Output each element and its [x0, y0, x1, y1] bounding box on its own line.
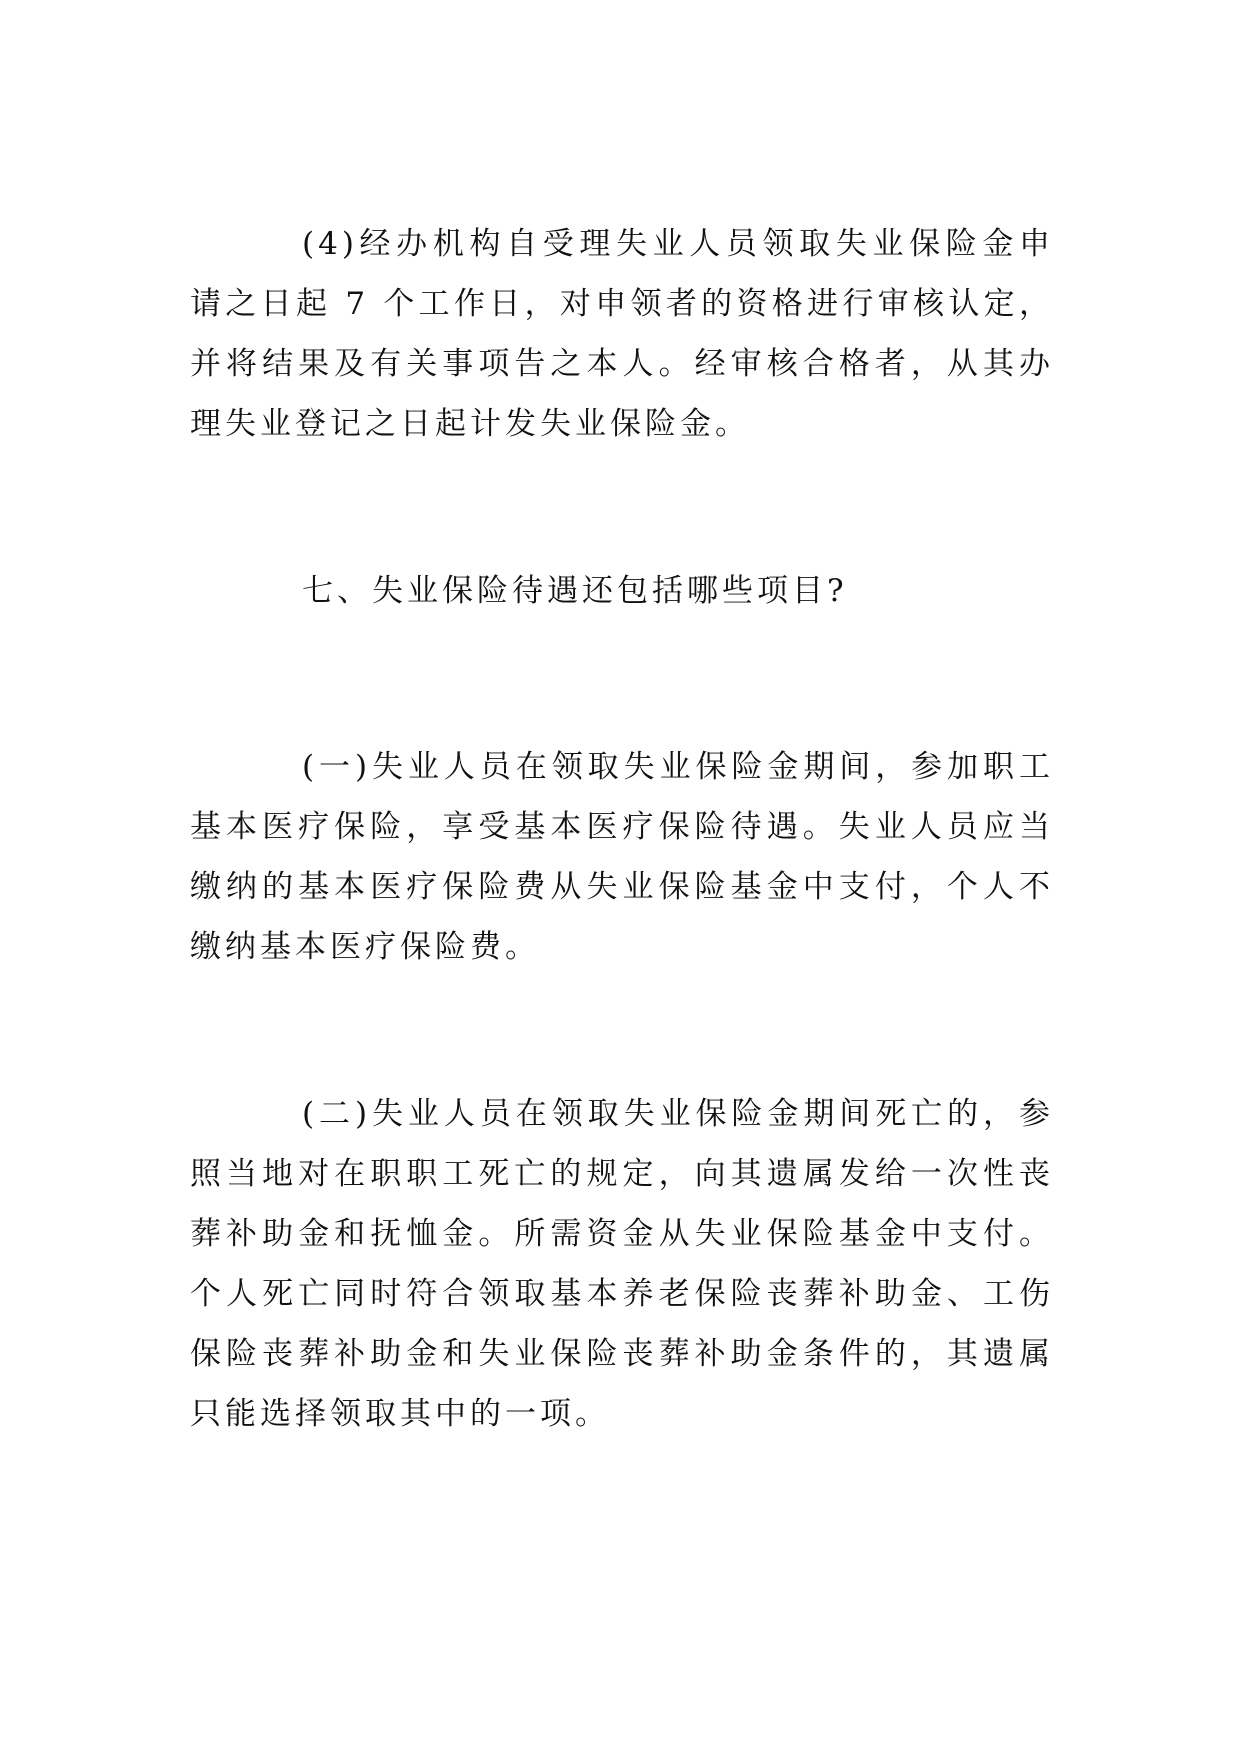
paragraph-item-2-funeral-subsidy: (二)失业人员在领取失业保险金期间死亡的，参照当地对在职职工死亡的规定，向其遗属发给一次性丧葬补助金和抚恤金。所需资金从失业保险基金中支付。个人死亡同时符合领取基本养老保险丧葬补助金、工伤保险丧葬补助金和失业保险丧葬补助金条件的，其遗属只能选择领取其中的一项。 — [190, 1096, 1054, 1432]
paragraph-item-1-medical-insurance: (一)失业人员在领取失业保险金期间，参加职工基本医疗保险，享受基本医疗保险待遇。失业人员应当缴纳的基本医疗保险费从失业保险基金中支付，个人不缴纳基本医疗保险费。 — [190, 749, 1054, 965]
section-heading-seven: 七、失业保险待遇还包括哪些项目? — [302, 573, 848, 609]
paragraph-item-4-review-period: (4)经办机构自受理失业人员领取失业保险金申请之日起 7 个工作日，对申领者的资格进行审核认定，并将结果及有关事项告之本人。经审核合格者，从其办理失业登记之日起计发失业保险金。 — [190, 226, 1054, 442]
